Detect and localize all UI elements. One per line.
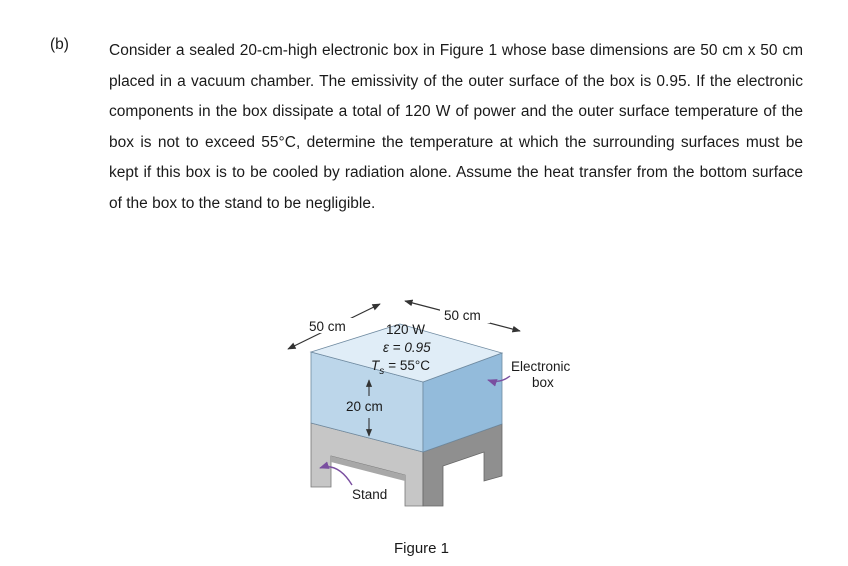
stand-label: Stand: [352, 487, 388, 502]
dim-label-left: 50 cm: [309, 319, 346, 334]
figure-caption: Figure 1: [394, 540, 450, 557]
box-label-line1: Electronic: [511, 359, 571, 374]
power-label: 120 W: [386, 322, 426, 337]
temp-subscript: s: [379, 366, 385, 377]
problem-text: Consider a sealed 20-cm-high electronic box in Figure 1 whose base dimensions are 50 cm x 50 cm placed in a vacuum chamber. The emissivity of the outer surface of the box is 0.95. If the electronic components in the box dissipate a total of 120 W of power and the outer surface temperature of the box is not to exceed 55°C, determine the temperature at which the surrounding surfaces must be kept if this box is to be cooled by radiation alone. Assume the heat transfer from the bottom surface of the box to the stand to be negligible.: [109, 42, 803, 212]
height-label: 20 cm: [346, 399, 383, 414]
dim-label-right: 50 cm: [444, 308, 481, 323]
box-label-line2: box: [532, 375, 554, 390]
problem-label: (b): [50, 36, 69, 53]
emissivity-label: ε = 0.95: [383, 340, 431, 355]
temp-symbol: T: [371, 358, 380, 373]
temp-value: = 55°C: [388, 358, 431, 373]
